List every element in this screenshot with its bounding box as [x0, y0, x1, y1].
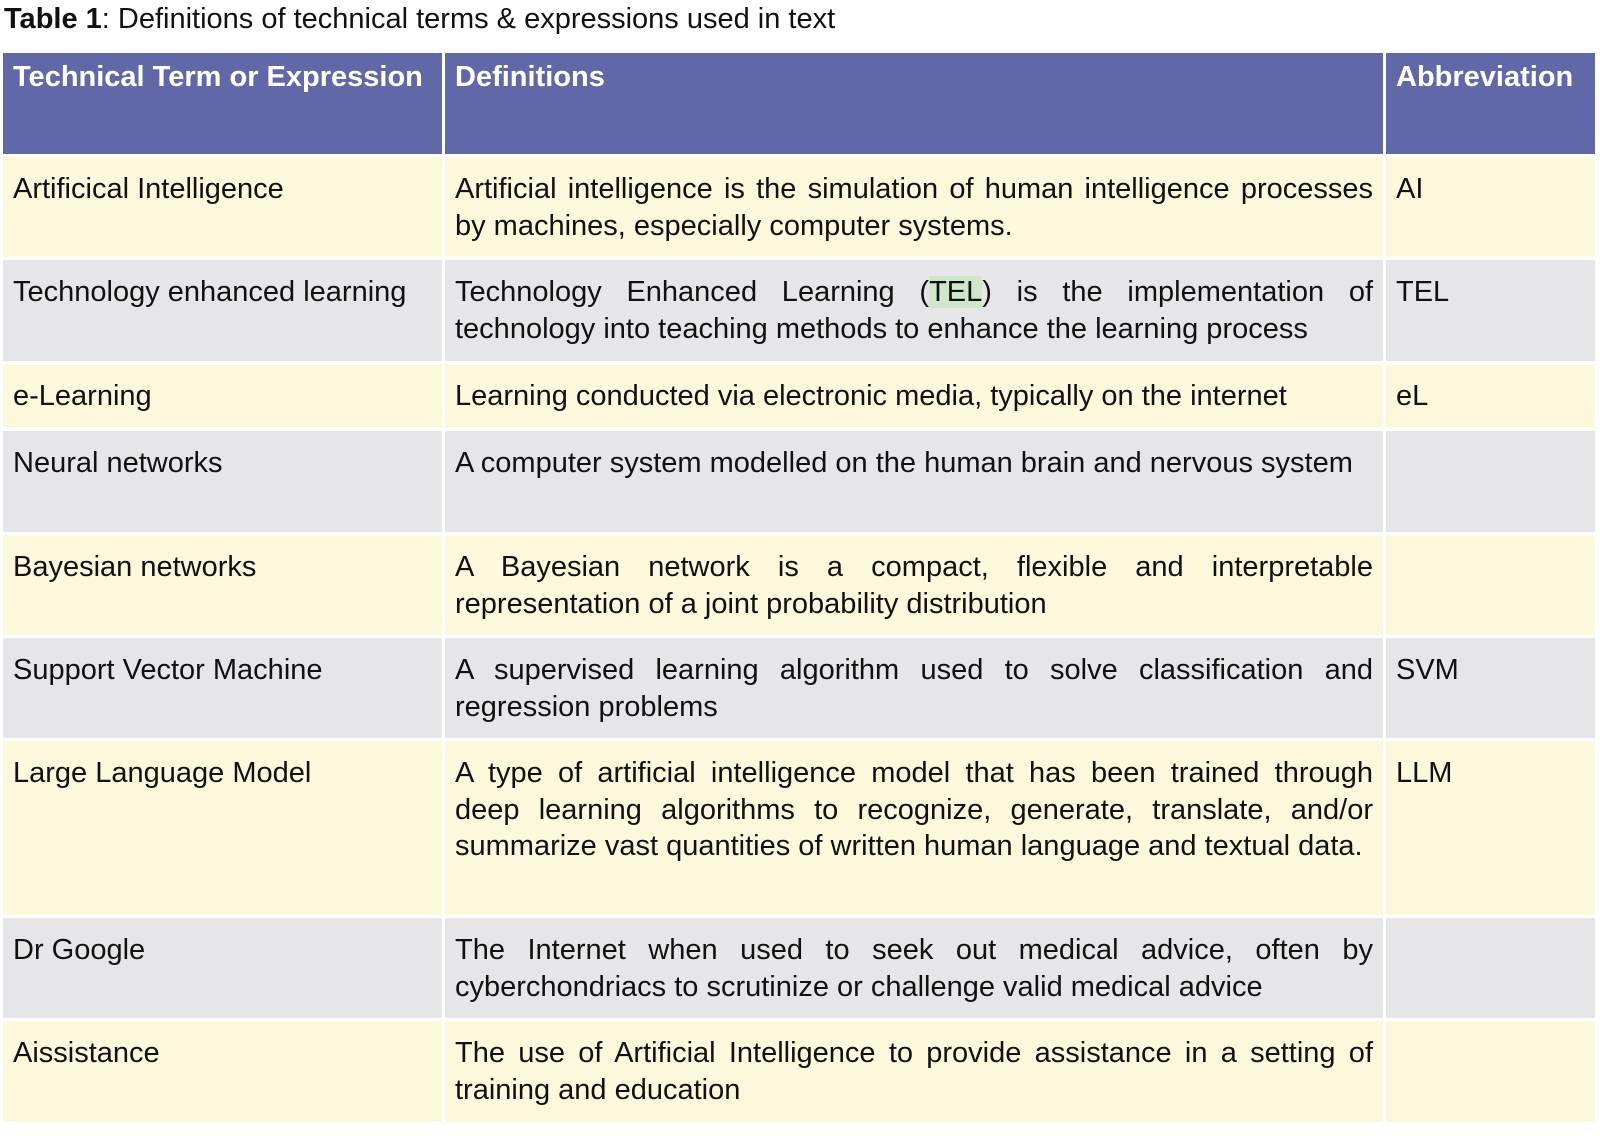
term-cell: Aissistance [3, 1021, 445, 1125]
definitions-table [3, 53, 1595, 1125]
header-abbreviation: Abbreviation [1386, 53, 1595, 157]
abbreviation-cell: LLM [1386, 741, 1595, 918]
table-header-row [3, 53, 1595, 157]
term-cell: Neural networks [3, 431, 445, 535]
term-cell: e-Learning [3, 364, 445, 431]
table-row [3, 918, 1595, 1021]
abbreviation-cell: eL [1386, 364, 1595, 431]
table-row [3, 364, 1595, 431]
table-row [3, 431, 1595, 535]
table-row [3, 157, 1595, 260]
table-caption-label: Table 1 [4, 3, 102, 35]
term-cell: Dr Google [3, 918, 445, 1021]
abbreviation-cell: AI [1386, 157, 1595, 260]
definition-cell: A Bayesian network is a compact, flexible and interpretable representation of a joint probability distribution [445, 535, 1386, 638]
table-row [3, 741, 1595, 918]
definition-cell: A type of artificial intelligence model that has been trained through deep learning algorithms to recognize, generate, translate, and/or summarize vast quantities of written human language and textual data. [445, 741, 1386, 918]
table-row [3, 260, 1595, 364]
term-cell: Large Language Model [3, 741, 445, 918]
definition-cell [445, 260, 1386, 364]
abbreviation-cell [1386, 431, 1595, 535]
term-cell: Technology enhanced learning [3, 260, 445, 364]
table-caption-text: : Definitions of technical terms & expressions used in text [101, 3, 836, 35]
highlighted-abbreviation: TEL [929, 276, 983, 308]
definition-cell: A supervised learning algorithm used to solve classification and regression problems [445, 638, 1386, 741]
abbreviation-cell: SVM [1386, 638, 1595, 741]
definition-cell: Artificial intelligence is the simulation of human intelligence processes by machines, especially computer systems. [445, 157, 1386, 260]
definition-cell: A computer system modelled on the human brain and nervous system [445, 431, 1386, 535]
abbreviation-cell: TEL [1386, 260, 1595, 364]
table-caption [4, 2, 835, 36]
abbreviation-cell [1386, 918, 1595, 1021]
definition-cell: Learning conducted via electronic media, typically on the internet [445, 364, 1386, 431]
definition-text-after: ) is the implementation of technology into teaching methods to enhance the learning process [455, 276, 1374, 345]
table-row [3, 1021, 1595, 1125]
term-cell: Artificical Intelligence [3, 157, 445, 260]
abbreviation-cell [1386, 1021, 1595, 1125]
definition-cell: The Internet when used to seek out medical advice, often by cyberchondriacs to scrutinize or challenge valid medical advice [445, 918, 1386, 1021]
table-row [3, 535, 1595, 638]
definition-text-before: Technology Enhanced Learning ( [455, 276, 930, 308]
definition-cell: The use of Artificial Intelligence to provide assistance in a setting of training and education [445, 1021, 1386, 1125]
abbreviation-cell [1386, 535, 1595, 638]
header-term: Technical Term or Expression [3, 53, 445, 157]
term-cell: Support Vector Machine [3, 638, 445, 741]
term-cell: Bayesian networks [3, 535, 445, 638]
table-row [3, 638, 1595, 741]
header-definition: Definitions [445, 53, 1386, 157]
